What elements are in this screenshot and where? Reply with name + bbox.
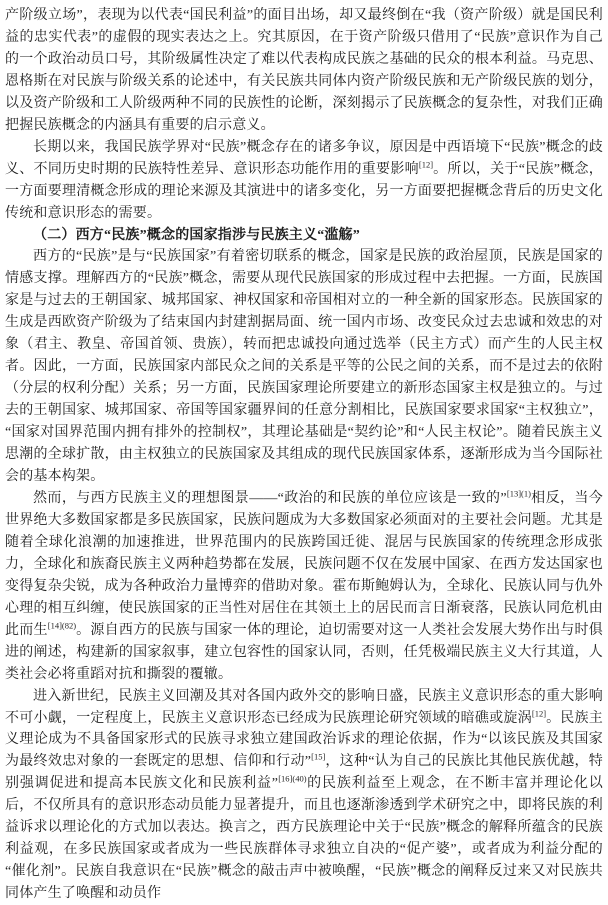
citation-superscript: [12] <box>418 159 434 170</box>
article-body <box>5 5 603 905</box>
text-run: 然而，与西方民族主义的理想图景——“政治的和民族的单位应该是一致的” <box>33 490 507 506</box>
section-heading <box>5 225 603 247</box>
body-paragraph <box>5 246 603 487</box>
body-paragraph <box>5 488 603 686</box>
body-paragraph <box>5 686 603 905</box>
text-run: 。民族主义理论成为不具备国家形式的民族寻求独立建国政治诉求的理论依据，作为“以该民族及其国家为最终效忠对象的一套既定的思想、信仰和行动” <box>5 710 603 770</box>
citation-superscript: [15] <box>311 751 326 762</box>
text-run: 产阶级立场”，表现为以代表“国民利益”的面目出场，却又最终倒在“我（资产阶级）就是国民利益的忠实代表”的虚假的现实表达之上。究其原因，在于资产阶级只借用了“民族”意识作为自己的一个政治动员口号，其阶级属性决定了难以代表构成民族之基础的民众的根本利益。马克思、恩格斯在对民族与阶级关系的论述中，有关民族共同体内资产阶级民族和无产阶级民族的划分，以及资产阶级和工人阶级两种不同的民族性的论断，深刻揭示了民族概念的复杂性，对我们正确把握民族概念的内涵具有重要的启示意义。 <box>5 8 603 133</box>
citation-superscript: [13](1) <box>506 488 531 499</box>
text-run: （二）西方“民族”概念的国家指涉与民族主义“滥觞” <box>33 227 360 243</box>
text-run: 。所以，关于“民族”概念，一方面要理清概念形成的理论来源及其演进中的诸多变化，另一方面要把握概念背后的历史文化传统和意识形态的需要。 <box>5 161 603 221</box>
text-run: 相反，当今世界绝大多数国家都是多民族国家，民族问题成为大多数国家必须面对的主要社会问题。尤其是随着全球化浪潮的加速推进，世界范围内的民族跨国迁徙、混居与民族国家的传统理念形成张力，全球化和族裔民族主义两种趋势都在发展，民族问题不仅在发展中国家、在西方发达国家也变得复杂尖锐，成为各种政治力量博弈的借助对象。霍布斯鲍姆认为，全球化、民族认同与仇外心理的相互纠缠，使民族国家的正当性对居住在其领土上的居民而言日渐衰落，民族认同危机由此而生 <box>5 490 604 638</box>
citation-superscript: [14](82) <box>47 620 77 631</box>
text-run: 西方的“民族”是与“民族国家”有着密切联系的概念，国家是民族的政治屋顶，民族是国家的情感支撑。理解西方的“民族”概念，需要从现代民族国家的形成过程中去把握。一方面，民族国家是与过去的王朝国家、城邦国家、神权国家和帝国相对立的一种全新的国家形态。民族国家的生成是西欧资产阶级为了结束国内封建割据局面、统一国内市场、改变民众过去忠诚和效忠的对象（君主、教皇、帝国首领、贵族），转而把忠诚投向通过选举（民主方式）而产生的人民主权者。因此，一方面，民族国家内部民众之间的关系是平等的公民之间的关系，而不是过去的依附（分层的权利分配）关系；另一方面，民族国家理论所要建立的新形态国家主权是独立的。与过去的王朝国家、城邦国家、帝国等国家疆界间的任意分割相比，民族国家要求国家“主权独立”，“国家对国界范围内拥有排外的控制权”，其理论基础是“契约论”和“人民主权论”。随着民族主义思潮的全球扩散，由主权独立的民族国家及其组成的现代民族国家体系，逐渐形成为当今国际社会的基本构架。 <box>5 249 603 485</box>
body-paragraph <box>5 137 603 225</box>
citation-superscript: [12] <box>531 707 547 718</box>
text-run: 的民族利益至上观念，在不断丰富并理论化以后，不仅所具有的意识形态动员能力显著提升，而且也逐渐渗透到学术研究之中，即将民族的利益诉求以理论化的方式加以表达。换言之，西方民族理论中关于“民族”概念的解释所蕴含的民族利益观，在多民族国家或者成为一些民族群体寻求独立自决的“促产婆”，或者成为利益分配的“催化剂”。民族自我意识在“民族”概念的敲击声中被唤醒，“民族”概念的阐释反过来又对民族共同体产生了唤醒和动员作 <box>5 776 603 902</box>
text-run: ，这种“认为自己的民族比其他民族优越，特别强调促进和提高本民族文化和民族利益” <box>5 754 603 792</box>
body-paragraph <box>5 5 603 137</box>
text-run: 。源自西方的民族与国家一体的理论，迫切需要对这一人类社会发展大势作出与时俱进的阐述，构建新的国家叙事，建立包容性的国家认同，否则，任凭极端民族主义大行其道，人类社会必将重蹈对抗和撕裂的覆辙。 <box>5 622 603 682</box>
text-run: 进入新世纪，民族主义回潮及其对各国内政外交的影响日盛，民族主义意识形态的重大影响不可小觑，一定程度上，民族主义意识形态已经成为民族理论研究领域的暗礁或旋涡 <box>5 688 603 726</box>
citation-superscript: [16](40) <box>278 773 307 784</box>
text-run: 长期以来，我国民族学界对“民族”概念存在的诸多争议，原因是中西语境下“民族”概念的歧义、不同历史时期的民族特性差异、意识形态功能作用的重要影响 <box>5 139 603 177</box>
